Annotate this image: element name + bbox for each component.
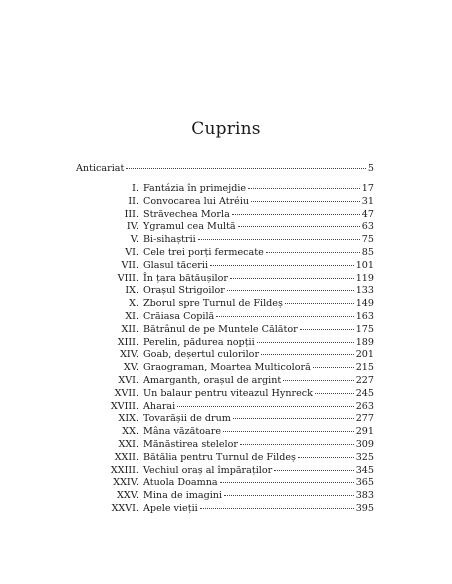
chapter-number: XV.	[123, 362, 139, 374]
chapter-number: XIX.	[118, 413, 139, 425]
toc-entry	[76, 388, 374, 401]
chapter-title: Crăiasa Copilă	[143, 310, 215, 322]
toc-entry	[76, 285, 374, 298]
dot-leader	[233, 418, 354, 419]
toc-entry	[76, 503, 374, 516]
chapter-title: Un balaur pentru viteazul Hynreck	[143, 387, 313, 399]
page-number: 133	[355, 285, 374, 297]
dot-leader	[200, 508, 354, 509]
chapter-number: VI.	[125, 246, 139, 258]
toc-entry	[76, 163, 374, 183]
chapter-title: Orașul Strigoilor	[143, 285, 225, 297]
chapter-title: Aharai	[143, 400, 176, 412]
page-number: 309	[355, 438, 374, 450]
chapter-title: Goab, deșertul culorilor	[143, 349, 260, 361]
toc-entry	[76, 260, 374, 273]
page-number: 85	[361, 246, 374, 258]
table-of-contents	[76, 163, 374, 516]
chapter-number: III.	[124, 208, 139, 220]
chapter-number: XIV.	[120, 349, 139, 361]
page-number: 163	[355, 310, 374, 322]
dot-leader	[257, 342, 354, 343]
toc-entry	[76, 490, 374, 503]
page-number: 31	[361, 195, 374, 207]
chapter-title: Bătrânul de pe Muntele Călător	[143, 323, 298, 335]
chapter-title: Anticariat	[76, 163, 125, 174]
chapter-number: XXIII.	[110, 464, 139, 476]
chapter-number: XX.	[122, 426, 139, 438]
toc-entry	[76, 465, 374, 478]
chapter-title: Vechiul oraș al împăraților	[143, 464, 273, 476]
chapter-number: XI.	[125, 310, 139, 322]
chapter-title: Bi-sihaștrii	[143, 234, 196, 246]
chapter-title: Mănăstirea stelelor	[143, 438, 238, 450]
chapter-title: Mina de imagini	[143, 490, 223, 502]
toc-entry	[76, 452, 374, 465]
toc-entry	[76, 311, 374, 324]
dot-leader	[198, 239, 360, 240]
toc-entry	[76, 196, 374, 209]
chapter-number: XXVI.	[111, 502, 139, 514]
chapter-title: Perelin, pădurea nopții	[143, 336, 255, 348]
page-number: 63	[361, 221, 374, 233]
dot-leader	[313, 367, 354, 368]
page-number: 101	[355, 259, 374, 271]
dot-leader	[223, 431, 354, 432]
chapter-title: Convocarea lui Atréiu	[143, 195, 250, 207]
chapter-number: XVI.	[118, 374, 139, 386]
page-number: 215	[355, 362, 374, 374]
dot-leader	[126, 168, 366, 169]
dot-leader	[300, 329, 354, 330]
page-number: 75	[361, 234, 374, 246]
page-number: 17	[361, 183, 374, 194]
dot-leader	[248, 188, 360, 189]
toc-entry	[76, 439, 374, 452]
dot-leader	[238, 226, 360, 227]
dot-leader	[240, 444, 354, 445]
chapter-title: Mâna văzătoare	[143, 426, 222, 438]
dot-leader	[227, 290, 354, 291]
page-number: 47	[361, 208, 374, 220]
page-number: 277	[355, 413, 374, 425]
page-number: 175	[355, 323, 374, 335]
page-number: 5	[367, 163, 374, 174]
toc-entry	[76, 183, 374, 196]
chapter-number: IV.	[126, 221, 139, 233]
dot-leader	[283, 380, 353, 381]
chapter-title: Glasul tăcerii	[143, 259, 209, 271]
chapter-title: Fantázia în primejdie	[143, 183, 247, 194]
toc-entry	[76, 362, 374, 375]
chapter-title: Bătălia pentru Turnul de Fildeș	[143, 451, 296, 463]
chapter-number: XIII.	[117, 336, 139, 348]
chapter-title: Ygramul cea Multă	[143, 221, 236, 233]
page-number: 345	[355, 464, 374, 476]
toc-entry	[76, 209, 374, 222]
chapter-title: Tovarășii de drum	[143, 413, 231, 425]
dot-leader	[266, 252, 360, 253]
chapter-number: VIII.	[117, 272, 139, 284]
page-number: 119	[355, 272, 374, 284]
chapter-number: XVIII.	[110, 400, 139, 412]
dot-leader	[251, 201, 360, 202]
toc-entry	[76, 273, 374, 286]
chapter-number: I.	[132, 183, 139, 194]
page-number: 149	[355, 298, 374, 310]
dot-leader	[216, 316, 353, 317]
page-number: 383	[355, 490, 374, 502]
page-number: 245	[355, 387, 374, 399]
toc-entry	[76, 401, 374, 414]
chapter-number: XXIV.	[113, 477, 139, 489]
chapter-title: Amarganth, orașul de argint	[143, 374, 282, 386]
dot-leader	[274, 470, 353, 471]
dot-leader	[220, 482, 354, 483]
toc-entry	[76, 247, 374, 260]
chapter-title: Apele vieții	[143, 502, 198, 514]
page-number: 365	[355, 477, 374, 489]
dot-leader	[224, 495, 354, 496]
page-number: 325	[355, 451, 374, 463]
toc-entry	[76, 426, 374, 439]
page-number: 227	[355, 374, 374, 386]
chapter-title: Atuola Doamna	[143, 477, 218, 489]
chapter-title: Străvechea Morla	[143, 208, 230, 220]
dot-leader	[261, 354, 354, 355]
chapter-title: În țara bătăușilor	[143, 272, 228, 284]
chapter-title: Graograman, Moartea Multicoloră	[143, 362, 311, 374]
chapter-title: Cele trei porți fermecate	[143, 246, 264, 258]
chapter-number: XII.	[121, 323, 139, 335]
dot-leader	[285, 303, 354, 304]
page-number: 291	[355, 426, 374, 438]
toc-entry	[76, 298, 374, 311]
chapter-number: V.	[130, 234, 139, 246]
toc-entry	[76, 477, 374, 490]
chapter-number: VII.	[121, 259, 139, 271]
page-number: 395	[355, 502, 374, 514]
chapter-number: XXII.	[114, 451, 139, 463]
chapter-title: Zborul spre Turnul de Fildeș	[143, 298, 283, 310]
dot-leader	[230, 278, 354, 279]
toc-entry	[76, 349, 374, 362]
dot-leader	[315, 393, 354, 394]
dot-leader	[210, 265, 354, 266]
toc-entry	[76, 375, 374, 388]
page-number: 201	[355, 349, 374, 361]
page-number: 189	[355, 336, 374, 348]
dot-leader	[177, 406, 353, 407]
toc-entry	[76, 234, 374, 247]
toc-entry	[76, 337, 374, 350]
dot-leader	[298, 457, 354, 458]
chapter-number: XXV.	[117, 490, 139, 502]
chapter-number: II.	[128, 195, 139, 207]
toc-entry	[76, 413, 374, 426]
chapter-number: XVII.	[114, 387, 139, 399]
toc-entry	[76, 221, 374, 234]
page-title: Cuprins	[191, 119, 261, 139]
chapter-number: IX.	[125, 285, 139, 297]
chapter-number: XXI.	[118, 438, 139, 450]
page-number: 263	[355, 400, 374, 412]
chapter-number: X.	[129, 298, 139, 310]
dot-leader	[232, 214, 360, 215]
toc-entry	[76, 324, 374, 337]
